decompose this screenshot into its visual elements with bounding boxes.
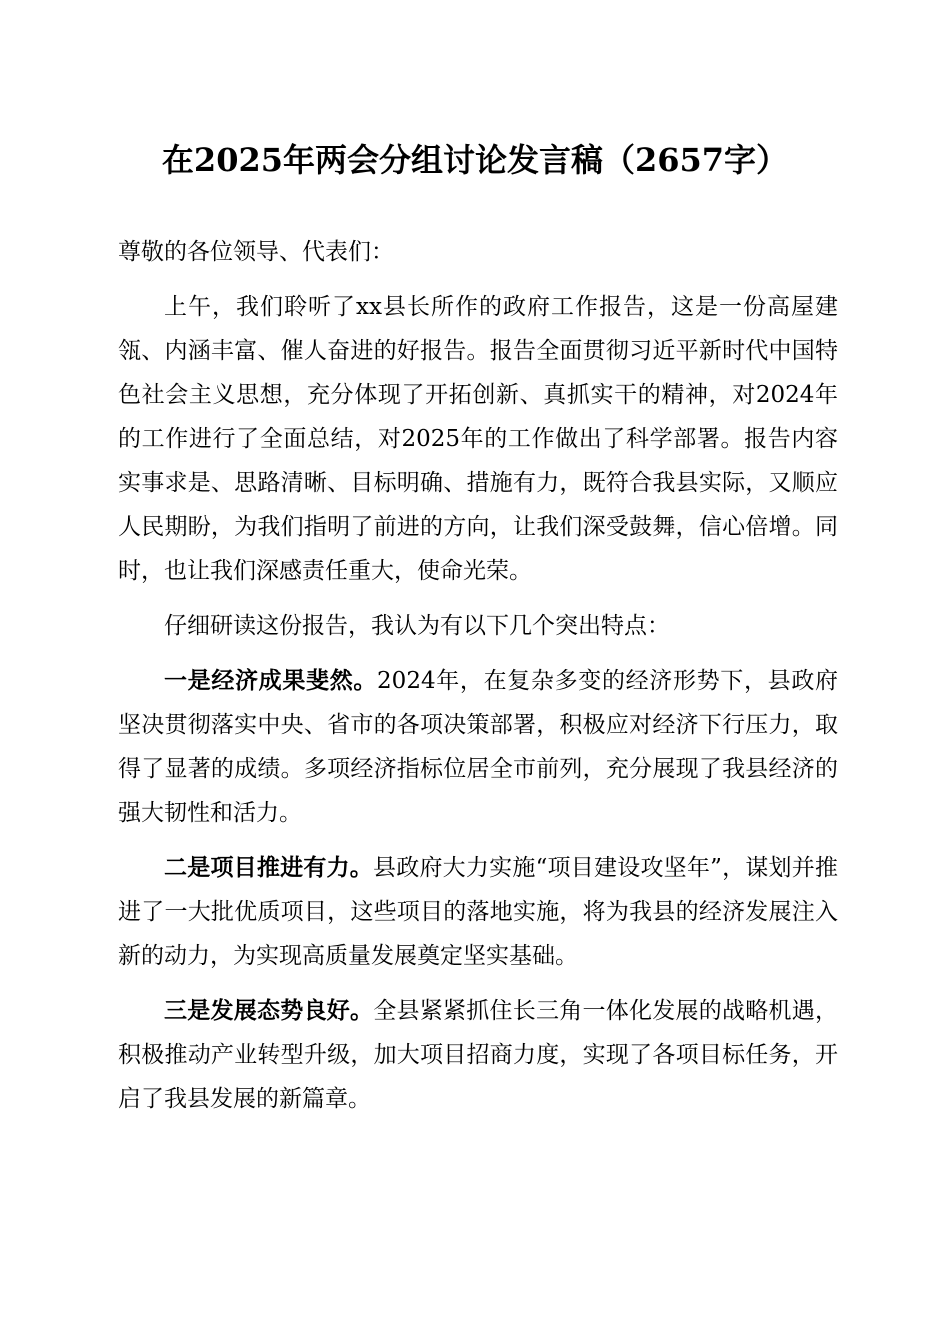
paragraph-text: 全县紧紧抓住长三角一体化发展的战略机遇，积极推动产业转型升级，加大项目招商力度，实现了各项目标任务，开启了我县发展的新篇章。 bbox=[118, 998, 838, 1112]
paragraph-features-lead-in bbox=[118, 604, 838, 648]
document-title: 在2025年两会分组讨论发言稿（2657字） bbox=[161, 141, 789, 179]
paragraph-intro bbox=[118, 285, 838, 593]
paragraph-point-one bbox=[118, 659, 838, 835]
paragraph-text: 上午，我们聆听了xx县长所作的政府工作报告，这是一份高屋建瓴、内涵丰富、催人奋进的好报告。报告全面贯彻习近平新时代中国特色社会主义思想，充分体现了开拓创新、真抓实干的精神，对2024年的工作进行了全面总结，对2025年的工作做出了科学部署。报告内容实事求是、思路清晰、目标明确、措施有力，既符合我县实际，又顺应人民期盼，为我们指明了前进的方向，让我们深受鼓舞，信心倍增。同时，也让我们深感责任重大，使命光荣。 bbox=[118, 294, 838, 584]
paragraph-point-two bbox=[118, 846, 838, 978]
paragraph-text: 县政府大力实施“项目建设攻坚年”，谋划并推进了一大批优质项目，这些项目的落地实施，将为我县的经济发展注入新的动力，为实现高质量发展奠定坚实基础。 bbox=[118, 855, 838, 969]
paragraph-heading: 二是项目推进有力。 bbox=[164, 854, 374, 881]
paragraph-text: 2024年，在复杂多变的经济形势下，县政府坚决贯彻落实中央、省市的各项决策部署，积极应对经济下行压力，取得了显著的成绩。多项经济指标位居全市前列，充分展现了我县经济的强大韧性和活力。 bbox=[118, 668, 838, 826]
document-body bbox=[118, 230, 838, 1132]
greeting: 尊敬的各位领导、代表们： bbox=[118, 239, 394, 265]
paragraph-heading: 三是发展态势良好。 bbox=[164, 997, 374, 1024]
paragraph-text: 仔细研读这份报告，我认为有以下几个突出特点： bbox=[164, 613, 670, 639]
paragraph-point-three bbox=[118, 989, 838, 1121]
paragraph-heading: 一是经济成果斐然。 bbox=[164, 667, 378, 694]
